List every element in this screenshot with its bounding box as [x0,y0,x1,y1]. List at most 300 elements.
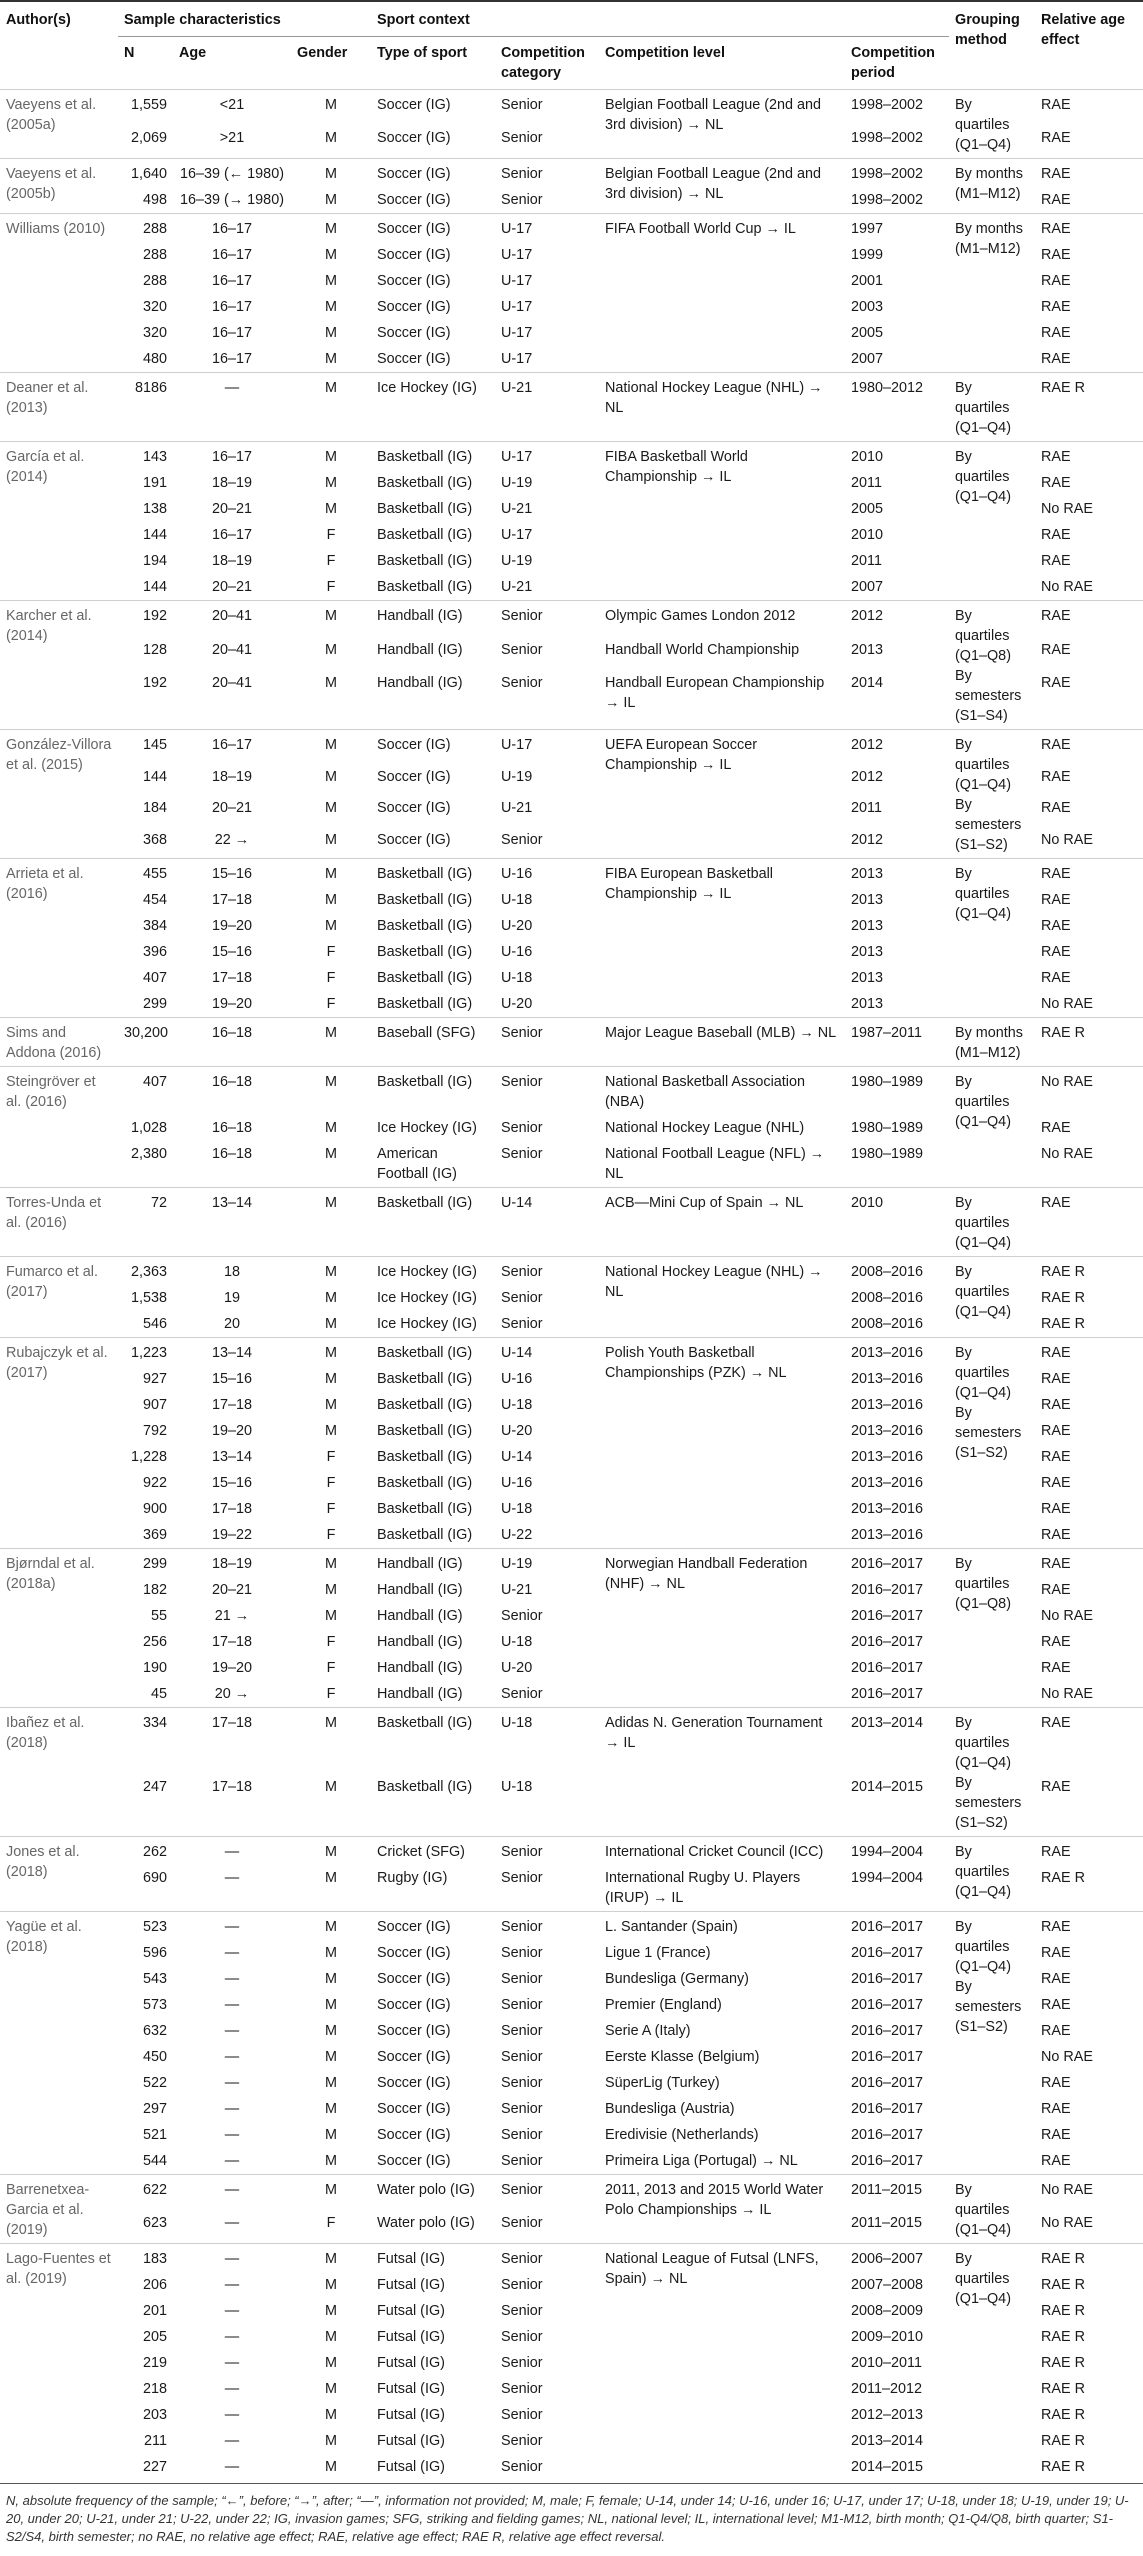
competition-level-cell: Premier (England) [605,1997,722,2013]
table-row [0,90,1143,126]
competition-category-cell: U-18 [501,1634,533,1650]
n-cell: 211 [144,2433,167,2449]
n-cell: 596 [142,1945,167,1961]
author-cell: Jones et al. (2018) [0,1837,118,1912]
age-cell: 17–18 [211,1501,253,1517]
gender-cell: M [325,1870,337,1886]
rae-cell: RAE R [1041,2381,1085,2397]
rae-cell: RAE [1041,800,1071,817]
rae-cell: RAE [1041,527,1071,543]
age-cell: 15–16 [173,859,291,888]
rae-cell: No RAE [1041,501,1093,517]
competition-category-cell: U-17 [501,351,533,367]
rae-cell: RAE [1035,1338,1143,1367]
competition-period-cell: 2016–2017 [851,2127,924,2143]
gender-cell: F [326,1634,336,1650]
table-row [0,1188,1143,1257]
author-cell: Torres-Unda et al. (2016) [0,1188,118,1257]
age-cell: — [224,2459,240,2475]
rae-cell: RAE [1041,1475,1071,1491]
table-row [0,1338,1143,1367]
competition-level-cell: Polish Youth Basketball Championships (PZK) → NL [599,1338,845,1549]
rae-cell: RAE [1041,944,1071,960]
rae-cell: RAE R [1041,2407,1085,2423]
age-cell: 16–17 [211,351,253,367]
rae-cell: No RAE [1041,2049,1093,2065]
competition-category-cell: U-20 [501,918,533,934]
competition-level-cell: National Hockey League (NHL) → NL [599,373,845,442]
sport-type-cell: Soccer (IG) [371,90,495,126]
competition-category-cell: Senior [501,1945,543,1961]
competition-category-cell: Senior [501,2355,543,2371]
competition-period-cell: 2012 [845,730,949,764]
sport-type-cell: Basketball (IG) [377,944,473,960]
n-cell: 522 [142,2075,167,2091]
rae-cell: RAE [1041,273,1071,289]
n-cell: 450 [142,2049,167,2065]
competition-level-cell: Ligue 1 (France) [605,1945,711,1961]
table-row [0,1549,1143,1578]
sport-type-cell: Basketball (IG) [377,1779,473,1796]
age-cell: 16–18 [211,1120,253,1136]
age-cell: 20 → [214,1686,250,1702]
competition-category-cell: U-19 [501,553,533,569]
rae-cell: RAE R [1035,2244,1143,2273]
gender-cell: M [325,2049,337,2065]
sport-type-cell: Futsal (IG) [377,2381,445,2397]
header-sample-characteristics: Sample characteristics [118,1,371,37]
sport-type-cell: Basketball (IG) [377,1397,473,1413]
age-cell: 16–17 [211,527,253,543]
age-cell: 19–20 [211,1423,253,1439]
n-cell: 523 [118,1912,173,1941]
competition-level-cell: Bundesliga (Austria) [605,2101,735,2117]
grouping-method-cell: By months (M1–M12) [949,1018,1035,1067]
competition-level-cell: Belgian Football League (2nd and 3rd division) → NL [599,90,845,159]
competition-period-cell: 2016–2017 [851,2023,924,2039]
sport-type-cell: Basketball (IG) [377,1371,473,1387]
rae-cell: RAE [1041,351,1071,367]
n-cell: 247 [142,1779,167,1796]
gender-cell: M [325,675,337,692]
competition-period-cell: 2013–2016 [851,1423,924,1439]
grouping-method-cell: By months (M1–M12) [949,214,1035,373]
competition-period-cell: 2013 [851,918,884,934]
age-cell: — [224,2433,240,2449]
age-cell: 16–18 [173,1067,291,1116]
competition-category-cell: U-19 [501,475,533,491]
age-cell: — [224,1997,240,2013]
table-row [0,1912,1143,1941]
competition-category-cell: Senior [501,130,543,147]
table-row [0,214,1143,243]
gender-cell: M [325,1608,337,1624]
competition-period-cell: 2014–2015 [851,1779,924,1796]
competition-category-cell: U-14 [501,1449,533,1465]
age-cell: — [224,1870,240,1886]
sport-type-cell: Soccer (IG) [377,2101,451,2117]
n-cell: 184 [142,800,167,817]
age-cell: 18–19 [173,1549,291,1578]
rae-cell: No RAE [1041,1686,1093,1702]
rae-cell: RAE [1041,1582,1071,1598]
sport-type-cell: Basketball (IG) [371,1708,495,1775]
gender-cell: M [325,325,337,341]
age-cell: — [224,1971,240,1987]
competition-level-cell: UEFA European Soccer Championship → IL [599,730,845,859]
sport-type-cell: Ice Hockey (IG) [377,1120,477,1136]
sport-type-cell: Soccer (IG) [377,299,451,315]
competition-category-cell: Senior [501,2215,543,2232]
sport-type-cell: Soccer (IG) [377,768,451,785]
gender-cell: M [291,214,371,243]
competition-period-cell: 1980–1989 [851,1146,924,1162]
competition-category-cell: Senior [501,2433,543,2449]
n-cell: 573 [142,1997,167,2013]
author-cell: Arrieta et al. (2016) [0,859,118,1018]
gender-cell: M [325,2407,337,2423]
sport-type-cell: Ice Hockey (IG) [371,373,495,442]
competition-period-cell: 2013–2016 [851,1501,924,1517]
competition-category-cell: U-20 [501,1423,533,1439]
sport-type-cell: Soccer (IG) [377,1971,451,1987]
sport-type-cell: Futsal (IG) [371,2244,495,2273]
n-cell: 1,223 [118,1338,173,1367]
age-cell: 17–18 [211,1634,253,1650]
n-cell: 546 [142,1316,167,1332]
sport-type-cell: Soccer (IG) [377,831,451,848]
n-cell: 480 [142,351,167,367]
rae-cell: RAE R [1041,2277,1085,2293]
rae-cell: No RAE [1041,1608,1093,1624]
n-cell: 30,200 [118,1018,173,1067]
competition-category-cell: U-19 [495,1549,599,1578]
competition-period-cell: 2007 [851,351,884,367]
table-row [0,2244,1143,2273]
rae-cell: RAE [1041,1527,1071,1543]
gender-cell: M [291,373,371,442]
competition-period-cell: 2013 [851,892,884,908]
rae-cell: RAE R [1041,1290,1085,1306]
competition-category-cell: U-18 [501,1397,533,1413]
gender-cell: M [325,2075,337,2091]
age-cell: 19–20 [211,918,253,934]
competition-period-cell: 2012 [851,831,884,848]
competition-period-cell: 2016–2017 [851,1582,924,1598]
n-cell: 396 [142,944,167,960]
competition-category-cell: U-14 [495,1188,599,1257]
competition-period-cell: 1980–2012 [845,373,949,442]
table-row [0,1067,1143,1116]
grouping-method-cell: By quartiles (Q1–Q4) [949,1188,1035,1257]
competition-level-cell: ACB—Mini Cup of Spain → NL [599,1188,845,1257]
grouping-method-cell: By quartiles (Q1–Q4) By semesters (S1–S2) [949,1338,1035,1549]
rae-cell: No RAE [1035,2175,1143,2211]
rae-cell: No RAE [1041,996,1093,1012]
n-cell: 288 [142,273,167,289]
sport-type-cell: Soccer (IG) [377,130,451,147]
competition-level-cell: Major League Baseball (MLB) → NL [599,1018,845,1067]
table-row [0,1837,1143,1866]
competition-period-cell: 2008–2016 [851,1316,924,1332]
n-cell: 407 [118,1067,173,1116]
competition-period-cell: 2013 [845,859,949,888]
competition-category-cell: U-17 [495,730,599,764]
competition-category-cell: Senior [501,2277,543,2293]
competition-category-cell: Senior [495,159,599,188]
sport-type-cell: Ice Hockey (IG) [377,1316,477,1332]
rae-cell: RAE [1041,970,1071,986]
competition-category-cell: Senior [501,2127,543,2143]
n-cell: 368 [142,831,167,848]
competition-period-cell: 2013–2014 [851,2433,924,2449]
age-cell: 19–20 [211,1660,253,1676]
sport-type-cell: Basketball (IG) [377,1501,473,1517]
age-cell: 19 [223,1290,240,1306]
competition-category-cell: U-18 [501,892,533,908]
competition-period-cell: 1998–2002 [851,192,924,208]
n-cell: 145 [118,730,173,764]
competition-category-cell: Senior [501,1290,543,1306]
competition-period-cell: 2016–2017 [851,1686,924,1702]
age-cell: 13–14 [173,1188,291,1257]
n-cell: 320 [142,325,167,341]
grouping-method-cell: By quartiles (Q1–Q4) [949,90,1035,159]
competition-category-cell: U-17 [501,273,533,289]
sport-type-cell: Ice Hockey (IG) [377,1290,477,1306]
author-cell: Ibañez et al. (2018) [0,1708,118,1837]
age-cell: — [224,2023,240,2039]
age-cell: 20–21 [211,579,253,595]
gender-cell: M [325,1146,337,1162]
competition-category-cell: U-22 [501,1527,533,1543]
gender-cell: M [291,442,371,471]
competition-period-cell: 2011–2015 [845,2175,949,2211]
n-cell: 143 [118,442,173,471]
gender-cell: F [326,2215,336,2232]
age-cell: — [224,2355,240,2371]
gender-cell: M [325,501,337,517]
table-row [0,1018,1143,1067]
gender-cell: M [325,2303,337,2319]
n-cell: 334 [118,1708,173,1775]
competition-category-cell: Senior [495,90,599,126]
n-cell: 1,228 [130,1449,167,1465]
gender-cell: M [325,2023,337,2039]
n-cell: 369 [142,1527,167,1543]
table-row [0,373,1143,442]
rae-cell: RAE [1041,641,1071,658]
competition-level-cell: National Hockey League (NHL) [605,1120,805,1136]
competition-category-cell: Senior [501,2407,543,2423]
sport-type-cell: Soccer (IG) [371,1912,495,1941]
gender-cell: M [325,2381,337,2397]
competition-level-cell: 2011, 2013 and 2015 World Water Polo Championships → IL [599,2175,845,2244]
grouping-method-cell: By quartiles (Q1–Q8) [949,1549,1035,1708]
competition-period-cell: 2013–2016 [845,1338,949,1367]
sport-type-cell: Basketball (IG) [377,918,473,934]
competition-period-cell: 2011–2015 [851,2215,922,2232]
competition-period-cell: 2013 [851,970,884,986]
gender-cell: F [326,970,336,986]
age-cell: 20–21 [211,1582,253,1598]
gender-cell: M [325,1779,337,1796]
competition-category-cell: U-20 [501,996,533,1012]
gender-cell: M [325,273,337,289]
sport-type-cell: Basketball (IG) [377,527,473,543]
rae-cell: RAE [1041,475,1071,491]
n-cell: 1,538 [130,1290,167,1306]
n-cell: 690 [142,1870,167,1886]
gender-cell: M [291,1338,371,1367]
sport-type-cell: Basketball (IG) [371,1188,495,1257]
rae-cell: RAE [1041,1945,1071,1961]
rae-cell: RAE R [1041,1870,1085,1886]
competition-category-cell: Senior [501,2075,543,2091]
n-cell: 194 [142,553,167,569]
sport-type-cell: Cricket (SFG) [371,1837,495,1866]
competition-period-cell: 2012–2013 [851,2407,924,2423]
gender-cell: F [326,1449,336,1465]
n-cell: 182 [142,1582,167,1598]
age-cell: — [173,1912,291,1941]
n-cell: 927 [142,1371,167,1387]
n-cell: 144 [142,527,167,543]
gender-cell: M [325,831,337,848]
rae-cell: RAE [1041,553,1071,569]
competition-category-cell: Senior [495,1018,599,1067]
gender-cell: M [291,1018,371,1067]
table-row [0,442,1143,471]
age-cell: — [224,2127,240,2143]
header-gender: Gender [297,45,348,61]
sport-type-cell: Soccer (IG) [377,273,451,289]
competition-category-cell: U-21 [501,800,533,817]
gender-cell: M [325,1120,337,1136]
competition-category-cell: U-21 [501,1582,533,1598]
table-row [0,1257,1143,1286]
n-cell: 299 [142,996,167,1012]
gender-cell: M [325,1397,337,1413]
author-cell: González-Villora et al. (2015) [0,730,118,859]
gender-cell: M [325,192,337,208]
rae-cell: RAE [1035,601,1143,637]
gender-cell: M [325,2101,337,2117]
age-cell: 17–18 [173,1708,291,1775]
competition-category-cell: Senior [501,1971,543,1987]
n-cell: 256 [142,1634,167,1650]
competition-period-cell: 2016–2017 [851,1660,924,1676]
author-cell: Sims and Addona (2016) [0,1018,118,1067]
sport-type-cell: Basketball (IG) [377,501,473,517]
table-body [0,90,1143,2484]
table-row [0,2175,1143,2211]
competition-level-cell: Serie A (Italy) [605,2023,691,2039]
sport-type-cell: Futsal (IG) [377,2303,445,2319]
sport-type-cell: Handball (IG) [377,641,463,658]
rae-cell: RAE [1041,1779,1071,1796]
n-cell: 8186 [118,373,173,442]
rae-cell: RAE R [1041,2433,1085,2449]
competition-category-cell: Senior [495,2175,599,2211]
competition-period-cell: 2010 [851,527,884,543]
sport-type-cell: Handball (IG) [377,1660,463,1676]
rae-cell: RAE [1041,2127,1071,2143]
competition-level-cell: Adidas N. Generation Tournament → IL [599,1708,845,1837]
competition-category-cell: Senior [501,2101,543,2117]
competition-period-cell: 2010 [845,1188,949,1257]
rae-cell: RAE [1041,1997,1071,2013]
gender-cell: M [291,1837,371,1866]
competition-period-cell: 1999 [851,247,884,263]
gender-cell: M [325,2153,337,2169]
competition-period-cell: 2005 [851,325,884,341]
competition-category-cell: Senior [501,1316,543,1332]
competition-level-cell: FIBA Basketball World Championship → IL [599,442,845,601]
competition-category-cell: Senior [501,1686,543,1702]
age-cell: 13–14 [211,1449,253,1465]
competition-period-cell: 2016–2017 [845,1549,949,1578]
age-cell: 16–18 [173,1018,291,1067]
gender-cell: M [325,768,337,785]
competition-period-cell: 2013 [851,996,884,1012]
n-cell: 498 [142,192,167,208]
competition-category-cell: Senior [501,2153,543,2169]
competition-category-cell: Senior [495,2244,599,2273]
grouping-method-cell: By quartiles (Q1–Q4) [949,373,1035,442]
author-cell: Karcher et al. (2014) [0,601,118,730]
age-cell: 20–41 [173,601,291,637]
age-cell: 16–17 [211,273,253,289]
competition-period-cell: 2008–2009 [851,2303,924,2319]
rae-cell: RAE [1041,675,1071,692]
age-cell: — [173,1837,291,1866]
gender-cell: F [326,527,336,543]
n-cell: 262 [118,1837,173,1866]
header-competition-level: Competition level [605,45,725,61]
author-cell: Steingröver et al. (2016) [0,1067,118,1188]
gender-cell: M [291,1912,371,1941]
rae-cell: RAE R [1035,373,1143,442]
gender-cell: M [325,1423,337,1439]
rae-cell: RAE [1035,214,1143,243]
competition-level-cell: Olympic Games London 2012 [599,601,845,637]
rae-cell: RAE [1041,2023,1071,2039]
grouping-method-cell: By quartiles (Q1–Q4) By semesters (S1–S2) [949,1912,1035,2175]
competition-category-cell: Senior [501,192,543,208]
competition-level-cell: Handball European Championship → IL [605,675,825,712]
n-cell: 183 [118,2244,173,2273]
n-cell: 2,380 [130,1146,167,1162]
age-cell: 17–18 [211,970,253,986]
age-cell: 20–41 [211,675,253,692]
sport-type-cell: Soccer (IG) [377,2049,451,2065]
competition-category-cell: Senior [501,2049,543,2065]
competition-period-cell: 2011 [851,475,882,491]
header-age: Age [179,45,207,61]
competition-level-cell: National Hockey League (NHL) → NL [599,1257,845,1338]
header-n: N [124,45,135,61]
competition-category-cell: U-21 [495,373,599,442]
age-cell: — [224,2049,240,2065]
sport-type-cell: Soccer (IG) [377,325,451,341]
competition-period-cell: 2008–2016 [845,1257,949,1286]
rae-cell: RAE [1035,859,1143,888]
sport-type-cell: Basketball (IG) [371,1067,495,1116]
competition-level-cell: Eredivisie (Netherlands) [605,2127,759,2143]
competition-period-cell: 2013 [851,944,884,960]
n-cell: 907 [142,1397,167,1413]
